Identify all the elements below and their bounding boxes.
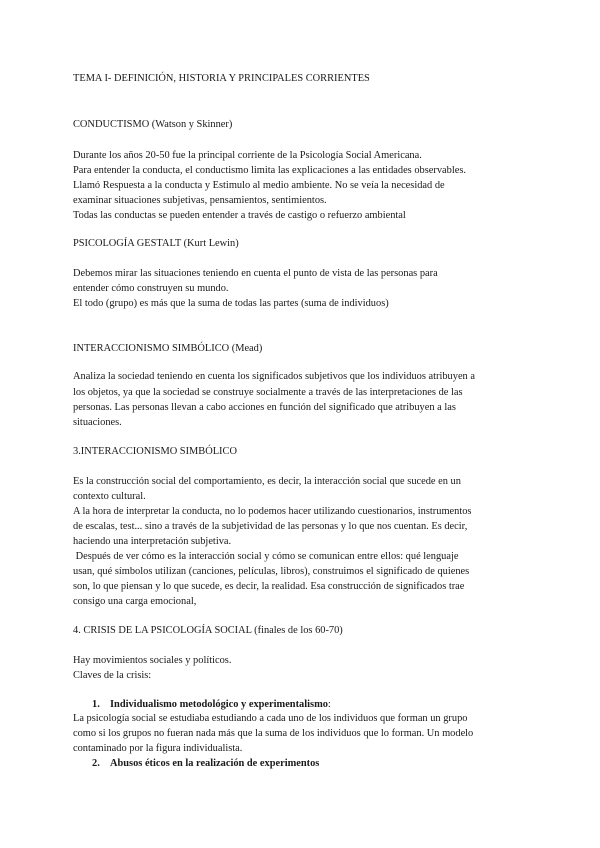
paragraph-line: Analiza la sociedad teniendo en cuenta los significados subjetivos que los individuos atribuyen a bbox=[73, 371, 475, 382]
paragraph-line: Debemos mirar las situaciones teniendo en cuenta el punto de vista de las personas para bbox=[73, 268, 438, 279]
paragraph-line: Todas las conductas se pueden entender a través de castigo o refuerzo ambiental bbox=[73, 210, 406, 221]
paragraph-line: Claves de la crisis: bbox=[73, 670, 152, 681]
conductismo-heading: CONDUCTISMO (Watson y Skinner) bbox=[73, 119, 233, 130]
paragraph-line: Durante los años 20-50 fue la principal corriente de la Psicología Social Americana. bbox=[73, 150, 422, 161]
paragraph-line: como si los grupos no fueran nada más que la suma de los individuos que lo forman. Un modelo bbox=[73, 728, 474, 739]
list-item-title-text: Individualismo metodológico y experimentalismo bbox=[110, 699, 328, 710]
paragraph-line: consigo una carga emocional, bbox=[73, 596, 197, 607]
document-title: TEMA I- DEFINICIÓN, HISTORIA Y PRINCIPALES CORRIENTES bbox=[73, 73, 370, 84]
paragraph-line: usan, qué símbolos utilizan (canciones, películas, libros), construimos el significado de quienes bbox=[73, 566, 470, 577]
paragraph-line: entender cómo construyen su mundo. bbox=[73, 283, 229, 294]
paragraph-line: personas. Las personas llevan a cabo acciones en función del significado que atribuyen a las bbox=[73, 402, 456, 413]
paragraph-line: Para entender la conducta, el conductismo limita las explicaciones a las entidades observables. bbox=[73, 165, 466, 176]
paragraph-line: El todo (grupo) es más que la suma de todas las partes (suma de individuos) bbox=[73, 298, 389, 309]
paragraph-line: La psicología social se estudiaba estudiando a cada uno de los individuos que forman un grupo bbox=[73, 713, 468, 724]
paragraph-line: Llamó Respuesta a la conducta y Estimulo al medio ambiente. No se veía la necesidad de bbox=[73, 180, 445, 191]
paragraph-line: Es la construcción social del comportamiento, es decir, la interacción social que sucede en un bbox=[73, 476, 461, 487]
paragraph-line: son, lo que piensan y lo que sucede, es decir, la realidad. Esa construcción de significados trae bbox=[73, 581, 465, 592]
list-number: 1. bbox=[92, 699, 100, 710]
list-number: 2. bbox=[92, 758, 100, 769]
paragraph-line: examinar situaciones subjetivas, pensamientos, sentimientos. bbox=[73, 195, 327, 206]
paragraph-line: haciendo una interpretación subjetiva. bbox=[73, 536, 232, 547]
list-item-title: Abusos éticos en la realización de experimentos bbox=[110, 758, 320, 769]
paragraph-line: situaciones. bbox=[73, 417, 122, 428]
section4-heading: 4. CRISIS DE LA PSICOLOGÍA SOCIAL (finales de los 60-70) bbox=[73, 625, 343, 636]
paragraph-line: contaminado por la figura individualista. bbox=[73, 743, 243, 754]
paragraph-line: A la hora de interpretar la conducta, no lo podemos hacer utilizando cuestionarios, instrumentos bbox=[73, 506, 472, 517]
interaccionismo-heading: INTERACCIONISMO SIMBÓLICO (Mead) bbox=[73, 343, 263, 354]
gestalt-heading: PSICOLOGÍA GESTALT (Kurt Lewin) bbox=[73, 238, 239, 249]
list-item-suffix: : bbox=[327, 699, 331, 710]
section3-heading: 3.INTERACCIONISMO SIMBÓLICO bbox=[73, 446, 237, 457]
paragraph-line: Hay movimientos sociales y políticos. bbox=[73, 655, 232, 666]
paragraph-line: de escalas, test... sino a través de la subjetividad de las personas y lo que nos cuentan. Es decir, bbox=[73, 521, 468, 532]
paragraph-line: los objetos, ya que la sociedad se construye socialmente a través de las interpretaciones de las bbox=[73, 387, 463, 398]
paragraph-line: contexto cultural. bbox=[73, 491, 146, 502]
paragraph-line: Después de ver cómo es la interacción social y cómo se comunican entre ellos: qué lenguaje bbox=[73, 551, 459, 562]
